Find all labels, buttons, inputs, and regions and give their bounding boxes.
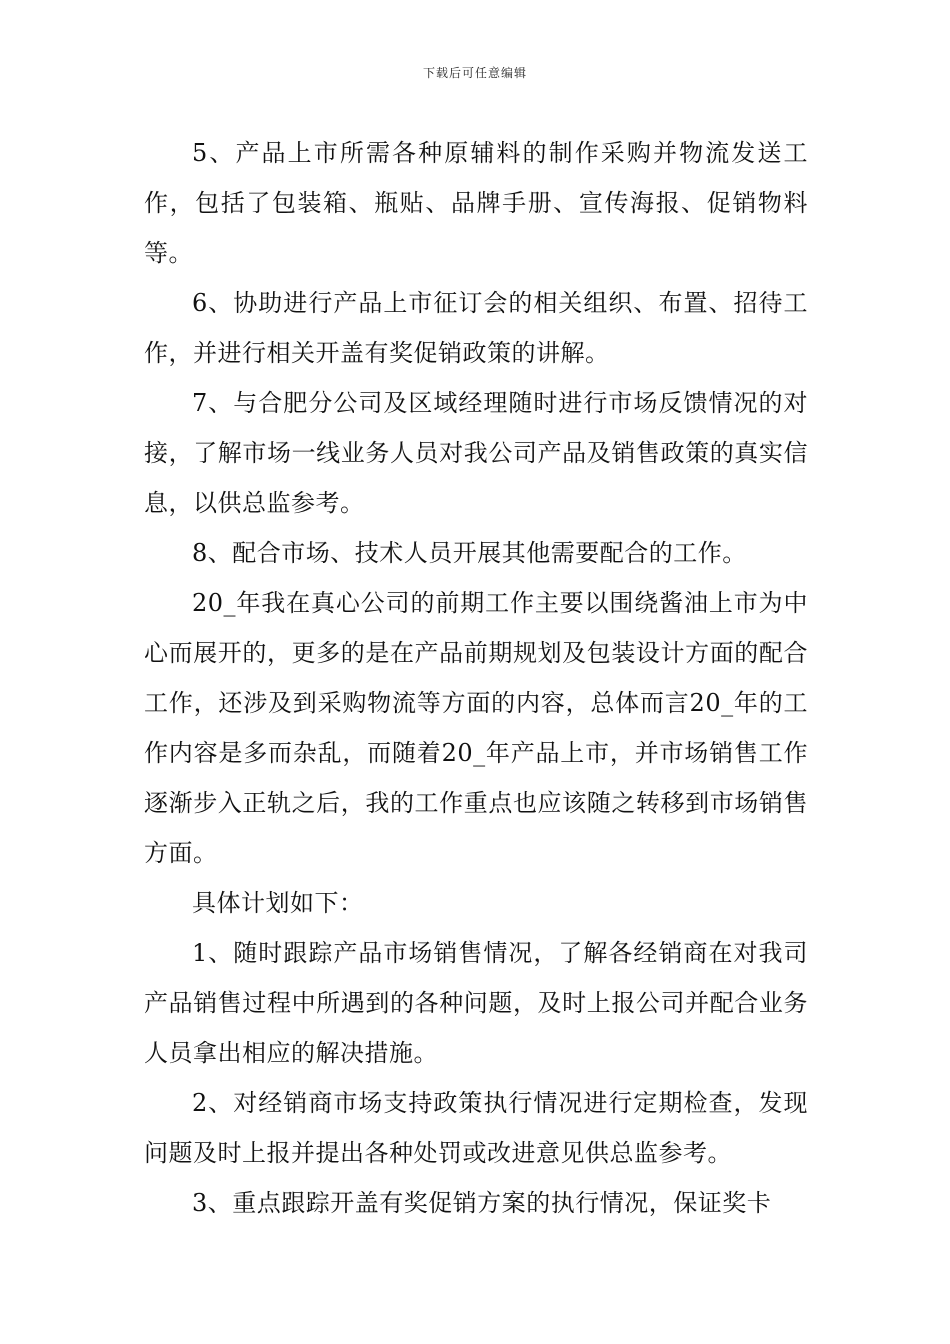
paragraph-item-8: 8、配合市场、技术人员开展其他需要配合的工作。 xyxy=(192,539,747,567)
page-header: 下载后可任意编辑 xyxy=(422,66,527,80)
paragraph-item-5: 5、产品上市所需各种原辅料的制作采购并物流发送工作，包括了包装箱、瓶贴、品牌手册、宣传海报、促销物料等。 xyxy=(144,139,808,267)
paragraph-item-7: 7、与合肥分公司及区域经理随时进行市场反馈情况的对接，了解市场一线业务人员对我公司产品及销售政策的真实信息，以供总监参考。 xyxy=(144,389,808,517)
paragraph-summary: 20_年我在真心公司的前期工作主要以围绕酱油上市为中心而展开的，更多的是在产品前期规划及包装设计方面的配合工作，还涉及到采购物流等方面的内容，总体而言20_年的工作内容是多而杂乱，而随着20_年产品上市，并市场销售工作逐渐步入正轨之后，我的工作重点也应该随之转移到市场销售方面。 xyxy=(144,589,808,867)
paragraph-plan-1: 1、随时跟踪产品市场销售情况，了解各经销商在对我司产品销售过程中所遇到的各种问题，及时上报公司并配合业务人员拿出相应的解决措施。 xyxy=(144,939,808,1067)
paragraph-item-6: 6、协助进行产品上市征订会的相关组织、布置、招待工作，并进行相关开盖有奖促销政策的讲解。 xyxy=(144,289,808,367)
document-body xyxy=(144,128,808,1228)
paragraph-plan-3: 3、重点跟踪开盖有奖促销方案的执行情况，保证奖卡 xyxy=(192,1189,772,1217)
paragraph-plan-2: 2、对经销商市场支持政策执行情况进行定期检查，发现问题及时上报并提出各种处罚或改进意见供总监参考。 xyxy=(144,1089,808,1167)
paragraph-plan-heading: 具体计划如下： xyxy=(192,889,364,917)
